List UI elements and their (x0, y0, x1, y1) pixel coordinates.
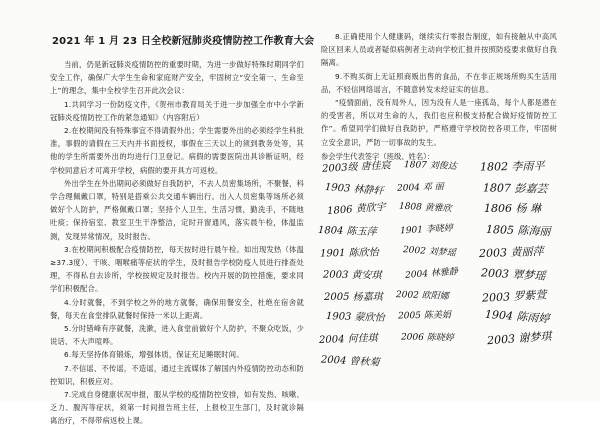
handwritten-signature: 2005 杨嘉琪 (324, 292, 383, 303)
handwritten-signature: 2003 谢梦琪 (486, 329, 552, 348)
handwritten-signature: 2004 何佳琪 (318, 332, 378, 347)
handwritten-signature: 1808 黄雅欣 (398, 201, 452, 215)
handwritten-signature: 1901 李晓婷 (399, 223, 454, 237)
paragraph: 2.在校期间没有特殊事宜不得请假外出；学生需要外出的必须经学生科批准，事假的请假在三天内并书面授权，事假在三天以上的须到教务处等，其他的学生所需要外出的均进行门卫登记。病假的需要医院出具诊断证明，经学校同意后才可离开学校，病假的要开具方可返校。 (50, 126, 304, 175)
handwritten-signature: 1806 黄欣宇 (326, 201, 387, 218)
handwritten-signature: 2003 罗紫萱 (481, 288, 547, 305)
paragraph: 9.不购买街上无证照商贩出售的食品，不在非正规场所购买生活用品，不轻信网络谣言，不随意转发未经证实的信息。 (321, 71, 557, 94)
handwritten-signature: 2003 黄丽萍 (478, 244, 544, 261)
handwritten-signature: 2004 曾秋菊 (320, 354, 380, 369)
handwritten-signature: 1903 林静轩 (324, 181, 384, 198)
handwritten-signature: 2003 黄安琪 (322, 269, 382, 282)
paragraph: 当前，仍是新冠肺炎疫情防控的重要时期，为进一步做好特殊时期同学们安全工作，确保广大学生生命和家庭财产安全，牢固树立“安全第一、生命至上”的理念，集中全校学生召开此次会议： (50, 60, 304, 96)
handwritten-signature: 1802 李雨平 (479, 159, 545, 174)
paragraph: 外出学生在外出期间必须做好自我防护，不去人员密集场所，不聚餐，科学合理佩戴口罩，特别是搭乘公共交通车辆出行。出入人员密集等场所必须做好个人防护，严格佩戴口罩；坚持个人卫生，生活习惯，勤洗手，不随地吐痰；保持宿室、教室卫生干净整洁，定时开窗通风，落实晨午检，体温监测，发现异常情况，及时报告。 (50, 178, 304, 241)
paragraph: 6.每天坚持体育锻炼，增强体质，保证充足睡眠时间。 (64, 350, 244, 360)
paragraph: 4.分时就餐，不到学校之外的地方就餐，确保用餐安全，杜绝在宿舍就餐，每天在食堂排队就餐时保持一米以上距离。 (50, 297, 304, 320)
document-title: 2021 年 1 月 23 日全校新冠肺炎疫情防控工作教育大会 (52, 36, 315, 47)
handwritten-signature: 2004 林雅静 (404, 267, 459, 281)
paragraph: 5.分时错峰有序就餐，洗漱，进入食堂前做好个人防护，不聚众吃饭，少说话、不大声喧哗。 (50, 324, 304, 347)
handwritten-signature: 1807 彭嘉芸 (482, 181, 548, 196)
handwritten-signature: 2004 邓 丽 (396, 182, 444, 194)
handwritten-signature: 1806 杨 琳 (484, 202, 541, 215)
handwritten-signature: 2002 刘梦瑶 (402, 245, 456, 259)
handwritten-signature: 1901 陈欣怡 (319, 247, 379, 260)
handwritten-signature: 1805 陈海丽 (485, 222, 551, 239)
left-column (50, 58, 304, 428)
handwritten-signature: 1903 蒙欣怡 (325, 310, 385, 325)
handwritten-signature: 2005 陈美娟 (397, 310, 451, 322)
paragraph: “疫情面前，没有局外人，因为没有人是一座孤岛，每个人都是潜在的受害者，所以对生命的人，我们也应积极支持配合做好疫情防控工作”。希望同学们做好自我防护，严格遵守学校防控各项工作，牢固树立安全意识，严防一切事故的发生。 (321, 98, 557, 147)
handwritten-signature: 2003 覃梦瑶 (480, 266, 546, 283)
handwritten-signature: 1807 刘俊达 (403, 160, 457, 172)
handwritten-signature: 2002 欧阳娜 (395, 290, 449, 302)
paragraph: 8.正确使用个人健康码，继续实行零报告制度，如有接触从中高风险区回来人员或者疑似病例者主动向学校汇报并按照防疫要求做好自我隔离。 (321, 32, 557, 68)
handwritten-signature: 2003级 唐佳宸 (321, 160, 391, 175)
right-column (321, 30, 557, 149)
signature-heading: 参会学生代表签字（班级、姓名）： (321, 152, 435, 161)
handwritten-signature: 1804 陈玉萍 (317, 224, 377, 239)
paragraph: 3.在校期间积极配合疫情防控，每天按时进行晨午检。如出现发热（体温≥37.3度）、干咳、咽喉痛等症状的学生，及时报告学校防疫人员进行排查处理，不得私自去诊所，学校按规定及时报告。校内开展的防控措施，要求同学们积极配合。 (50, 244, 304, 294)
handwritten-signature: 2006 陈晓婷 (400, 332, 454, 344)
paragraph: 7.完成自身健康状况申报，服从学校的疫情防控安排，如有发热、咳嗽、乏力、腹泻等症状，须第一时间报告班主任，上报校卫生部门，及时就诊隔离治疗，不得带病返校上课。 (50, 390, 304, 426)
paragraph: 1.共同学习一份防疫文件，《贺州市教育局关于进一步加强全市中小学新冠肺炎疫情防控工作的紧急通知》（内容附后） (50, 99, 304, 122)
paragraph: 7.不信谣、不传谣，不造谣，通过主流媒体了解国内外疫情防控动态和防控知识，积极应对。 (50, 363, 304, 386)
handwritten-signature: 1904 陈雨婷 (484, 307, 550, 326)
